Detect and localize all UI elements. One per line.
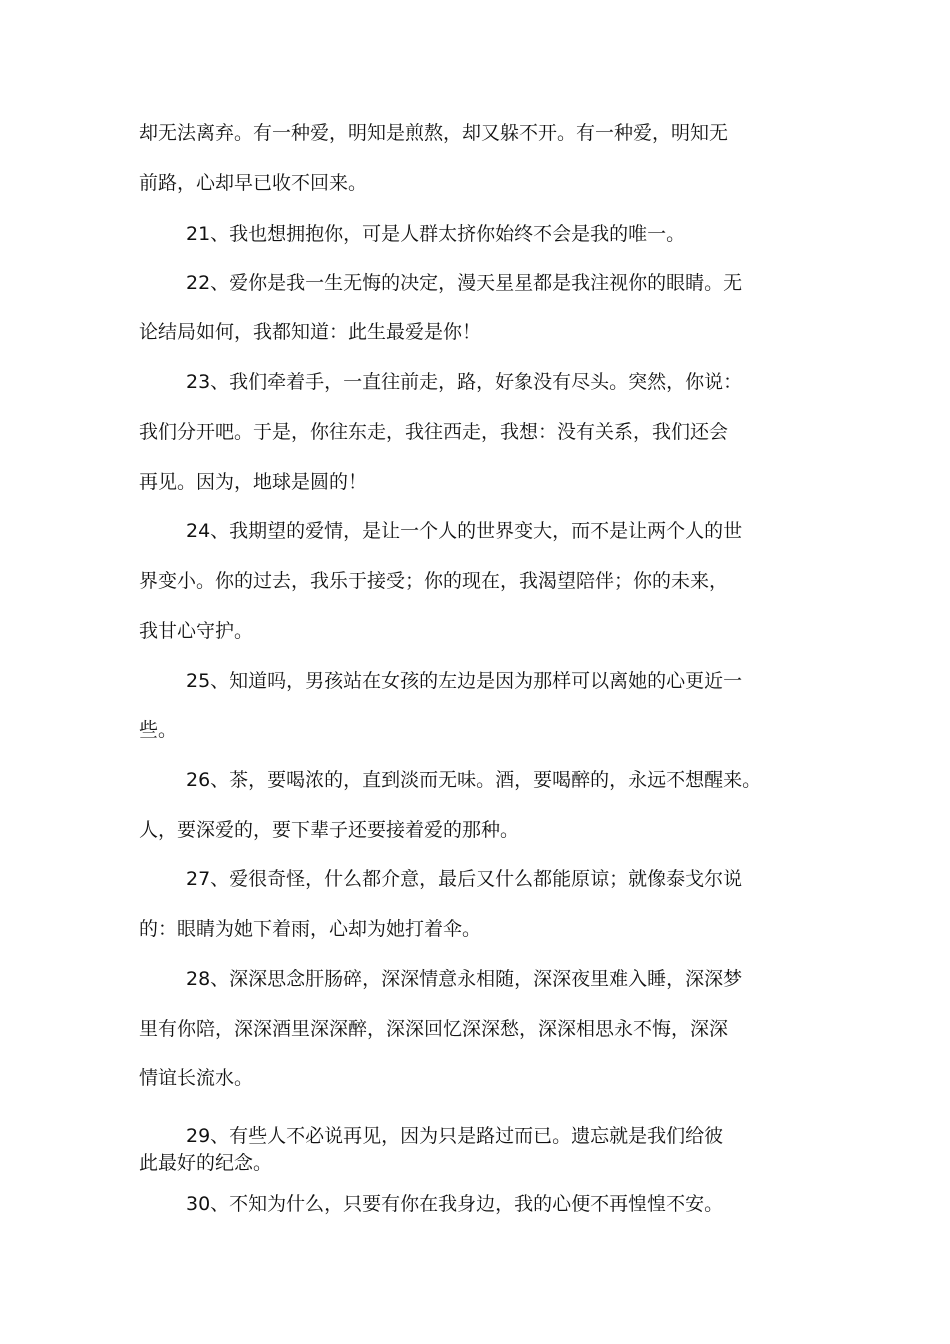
text-line: 21、我也想拥抱你，可是人群太挤你始终不会是我的唯一。 [186, 223, 686, 245]
text-line: 此最好的纪念。 [139, 1152, 273, 1174]
text-line: 30、不知为什么，只要有你在我身边，我的心便不再惶惶不安。 [186, 1193, 724, 1215]
text-line: 我们分开吧。于是，你往东走，我往西走，我想：没有关系，我们还会 [139, 421, 729, 443]
text-line: 界变小。你的过去，我乐于接受；你的现在，我渴望陪伴；你的未来， [139, 570, 729, 592]
text-line: 我甘心守护。 [139, 620, 254, 642]
text-line: 24、我期望的爱情，是让一个人的世界变大，而不是让两个人的世 [186, 520, 743, 542]
text-line: 人，要深爱的，要下辈子还要接着爱的那种。 [139, 819, 520, 841]
text-line: 23、我们牵着手，一直往前走，路，好象没有尽头。突然，你说： [186, 371, 743, 393]
text-line: 27、爱很奇怪，什么都介意，最后又什么都能原谅；就像泰戈尔说 [186, 868, 743, 890]
text-line: 22、爱你是我一生无悔的决定，漫天星星都是我注视你的眼睛。无 [186, 272, 743, 294]
text-line: 29、有些人不必说再见，因为只是路过而已。遗忘就是我们给彼 [186, 1125, 724, 1147]
text-line: 28、深深思念肝肠碎，深深情意永相随，深深夜里难入睡，深深梦 [186, 968, 743, 990]
text-line: 里有你陪，深深酒里深深醉，深深回忆深深愁，深深相思永不悔，深深 [139, 1018, 729, 1040]
text-line: 论结局如何，我都知道：此生最爱是你！ [139, 321, 482, 343]
text-line: 再见。因为，地球是圆的！ [139, 471, 368, 493]
text-line: 25、知道吗，男孩站在女孩的左边是因为那样可以离她的心更近一 [186, 670, 743, 692]
text-line: 却无法离弃。有一种爱，明知是煎熬，却又躲不开。有一种爱，明知无 [139, 122, 729, 144]
text-line: 的：眼睛为她下着雨，心却为她打着伞。 [139, 918, 482, 940]
text-line: 26、茶，要喝浓的，直到淡而无味。酒，要喝醉的，永远不想醒来。 [186, 769, 762, 791]
text-line: 情谊长流水。 [139, 1067, 254, 1089]
text-line: 些。 [139, 719, 178, 741]
text-line: 前路，心却早已收不回来。 [139, 172, 368, 194]
